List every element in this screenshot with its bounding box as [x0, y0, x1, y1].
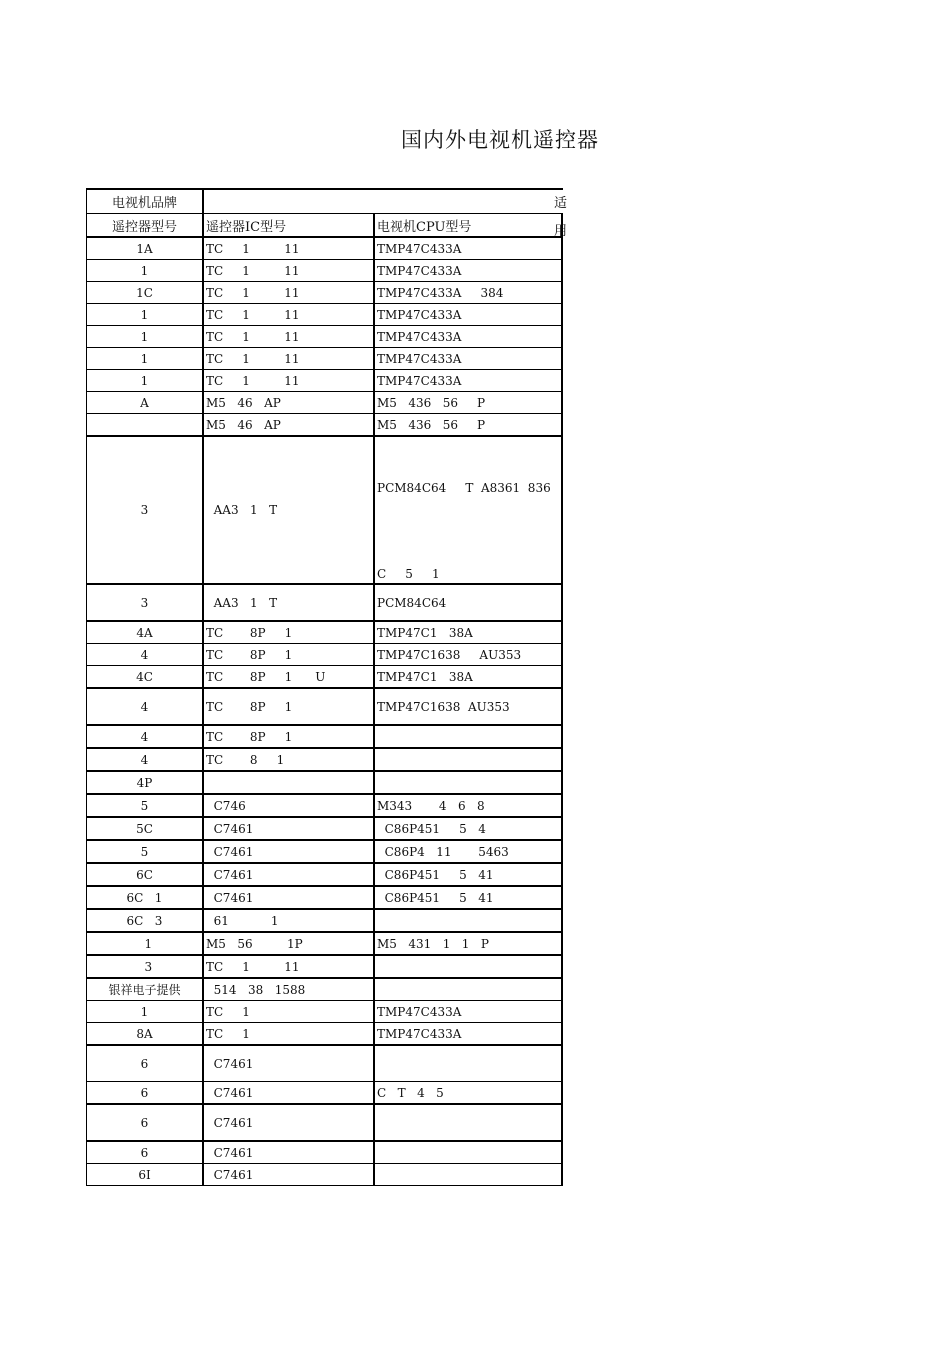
table-row: [86, 369, 563, 391]
remote-model-cell: 1C: [87, 282, 204, 303]
tv-cpu-cell: [375, 956, 561, 977]
remote-model-cell: 3: [87, 956, 204, 977]
remote-model-cell: 1: [87, 260, 204, 281]
tv-cpu-cell: M5 431 1 1 P: [377, 936, 489, 951]
tv-cpu-cell: TMP47C433A: [377, 241, 462, 256]
table-row: [86, 413, 563, 435]
remote-ic-cell: TC 1 11: [204, 956, 375, 977]
tv-cpu-cell: C86P451 5 41: [377, 890, 494, 905]
remote-ic-cell: TC 8P 1: [204, 622, 375, 643]
remote-ic-cell: C7461: [204, 1046, 375, 1081]
table-row: [86, 643, 563, 665]
remote-model-cell: 1: [87, 370, 204, 391]
table-row: [86, 931, 563, 954]
table-body: [86, 236, 563, 1186]
tv-cpu-cell: C86P451 5 41: [377, 867, 494, 882]
remote-model-cell: 6: [87, 1046, 204, 1081]
remote-ic-cell: C7461: [204, 818, 375, 839]
remote-ic-cell: TC 8P 1 U: [204, 666, 375, 687]
tv-cpu-cell: [375, 1142, 561, 1163]
tv-cpu-cell: [375, 726, 561, 747]
remote-ic-cell: M5 56 1P: [204, 933, 375, 954]
remote-ic-cell: AA3 1 T: [204, 585, 375, 620]
remote-model-cell: [87, 414, 204, 435]
tv-cpu-cell: TMP47C1 38A: [377, 625, 473, 640]
remote-ic-cell: TC 1: [204, 1023, 375, 1044]
tv-cpu-cell: [375, 910, 561, 931]
table-row: [86, 793, 563, 816]
tv-cpu-cell: TMP47C433A: [377, 351, 462, 366]
remote-model-cell: 1: [87, 326, 204, 347]
table-row: [86, 1163, 563, 1186]
table-row: [86, 303, 563, 325]
remote-model-cell: 1: [87, 304, 204, 325]
tv-cpu-cell: TMP47C1638 AU353: [377, 647, 522, 662]
table-row: [86, 1000, 563, 1022]
table-row: [86, 816, 563, 839]
sheet-title: 国内外电视机遥控器: [401, 128, 599, 152]
tv-cpu-cell: TMP47C433A: [377, 1026, 462, 1041]
remote-model-cell: 4A: [87, 622, 204, 643]
remote-model-cell: 6: [87, 1142, 204, 1163]
tv-cpu-cell: TMP47C433A: [377, 263, 462, 278]
table-row: [86, 908, 563, 931]
tv-cpu-cell: TMP47C433A: [377, 373, 462, 388]
remote-model-cell: 4P: [87, 772, 204, 793]
table-row: [86, 1081, 563, 1103]
remote-ic-cell: C7461: [204, 1142, 375, 1163]
remote-ic-cell: C7461: [204, 887, 375, 908]
tv-cpu-cell: M343 4 6 8: [377, 798, 485, 813]
remote-ic-cell: TC 1 11: [204, 238, 375, 259]
header-row-columns: [86, 213, 563, 236]
remote-ic-cell: TC 8P 1: [204, 689, 375, 724]
remote-ic-cell: M5 46 AP: [204, 414, 375, 435]
tv-cpu-cell: [375, 772, 561, 793]
remote-model-cell: 6C: [87, 864, 204, 885]
tv-cpu-cell: C86P4 11 5463: [377, 844, 509, 859]
remote-ic-cell: C7461: [204, 1105, 375, 1140]
tv-cpu-cell: [375, 1105, 561, 1140]
table-row: [86, 236, 563, 259]
table-row: [86, 1044, 563, 1081]
remote-ic-cell: C7461: [204, 841, 375, 862]
remote-ic-cell: TC 1 11: [204, 370, 375, 391]
tv-cpu-cell: PCM84C64: [377, 595, 447, 610]
remote-ic-cell: TC 1 11: [204, 304, 375, 325]
remote-model-cell: 6C 1: [87, 887, 204, 908]
table-row: [86, 665, 563, 687]
table-row: [86, 1103, 563, 1140]
remote-model-cell: 5C: [87, 818, 204, 839]
table-row: [86, 862, 563, 885]
remote-model-cell: 1: [87, 348, 204, 369]
table-row: [86, 839, 563, 862]
tv-cpu-cell: [375, 749, 561, 770]
remote-model-cell: A: [87, 392, 204, 413]
remote-ic-cell: TC 1 11: [204, 326, 375, 347]
table-row: [86, 885, 563, 908]
table-row: [86, 1022, 563, 1044]
remote-model-cell: 4: [87, 726, 204, 747]
model-header-cell: 遥控器型号: [87, 214, 204, 236]
remote-model-cell: 银祥电子提供: [87, 979, 204, 1000]
tv-cpu-cell: TMP47C433A: [377, 1004, 462, 1019]
remote-table: [86, 188, 568, 1186]
remote-model-cell: 1A: [87, 238, 204, 259]
remote-model-cell: 4: [87, 689, 204, 724]
table-row: [86, 977, 563, 1000]
tv-cpu-cell: [375, 437, 561, 583]
cpu-header-cell: 电视机CPU型号: [377, 219, 472, 235]
table-row: [86, 325, 563, 347]
remote-ic-cell: [204, 772, 375, 793]
remote-model-cell: 6: [87, 1082, 204, 1103]
remote-model-cell: 3: [87, 437, 204, 583]
tv-cpu-cell: [375, 1164, 561, 1185]
ic-header-cell: 遥控器IC型号: [204, 214, 375, 236]
table-row: [86, 281, 563, 303]
table-row: [86, 747, 563, 770]
remote-ic-cell: TC 1: [204, 1001, 375, 1022]
remote-ic-cell: TC 8P 1: [204, 644, 375, 665]
tv-cpu-cell: C T 4 5: [377, 1085, 444, 1100]
applicable-header-cell: 适用: [554, 196, 568, 239]
remote-model-cell: 4: [87, 749, 204, 770]
table-row: [86, 687, 563, 724]
table-row: [86, 1140, 563, 1163]
brand-header-cell: 电视机品牌: [87, 190, 204, 213]
remote-ic-cell: C7461: [204, 864, 375, 885]
remote-model-cell: 6C 3: [87, 910, 204, 931]
remote-model-cell: 6I: [87, 1164, 204, 1185]
tv-cpu-cell: [375, 979, 561, 1000]
remote-ic-cell: AA3 1 T: [204, 437, 375, 583]
tv-cpu-cell: TMP47C433A: [377, 329, 462, 344]
tv-cpu-cell: [375, 1046, 561, 1081]
remote-model-cell: 8A: [87, 1023, 204, 1044]
tv-cpu-line: PCM84C64 T A8361 836: [377, 481, 551, 495]
table-row: [86, 724, 563, 747]
remote-ic-cell: TC 8P 1: [204, 726, 375, 747]
remote-model-cell: 5: [87, 795, 204, 816]
table-row: [86, 770, 563, 793]
remote-ic-cell: C7461: [204, 1082, 375, 1103]
remote-model-cell: 4: [87, 644, 204, 665]
remote-ic-cell: TC 1 11: [204, 282, 375, 303]
remote-ic-cell: TC 1 11: [204, 348, 375, 369]
tv-cpu-line: C 5 1: [377, 567, 440, 581]
remote-model-cell: 4C: [87, 666, 204, 687]
tv-cpu-cell: C86P451 5 4: [377, 821, 486, 836]
remote-ic-cell: C746: [204, 795, 375, 816]
remote-model-cell: 1: [87, 1001, 204, 1022]
tv-cpu-cell: M5 436 56 P: [377, 395, 486, 410]
tv-cpu-cell: M5 436 56 P: [377, 417, 486, 432]
remote-ic-cell: 61 1: [204, 910, 375, 931]
remote-model-cell: 1: [87, 933, 204, 954]
remote-ic-cell: 514 38 1588: [204, 979, 375, 1000]
remote-model-cell: 3: [87, 585, 204, 620]
tv-cpu-cell: TMP47C1 38A: [377, 669, 473, 684]
table-row: [86, 391, 563, 413]
table-row: [86, 347, 563, 369]
tv-cpu-cell: TMP47C433A 384: [377, 285, 504, 300]
table-row: [86, 954, 563, 977]
remote-ic-cell: TC 1 11: [204, 260, 375, 281]
remote-model-cell: 6: [87, 1105, 204, 1140]
table-row: [86, 620, 563, 643]
remote-model-cell: 5: [87, 841, 204, 862]
remote-ic-cell: TC 8 1: [204, 749, 375, 770]
tv-cpu-cell: TMP47C1638 AU353: [377, 699, 510, 714]
table-row: [86, 259, 563, 281]
table-row: [86, 583, 563, 620]
tv-cpu-cell: TMP47C433A: [377, 307, 462, 322]
remote-ic-cell: C7461: [204, 1164, 375, 1185]
table-row: [86, 435, 563, 583]
remote-ic-cell: M5 46 AP: [204, 392, 375, 413]
